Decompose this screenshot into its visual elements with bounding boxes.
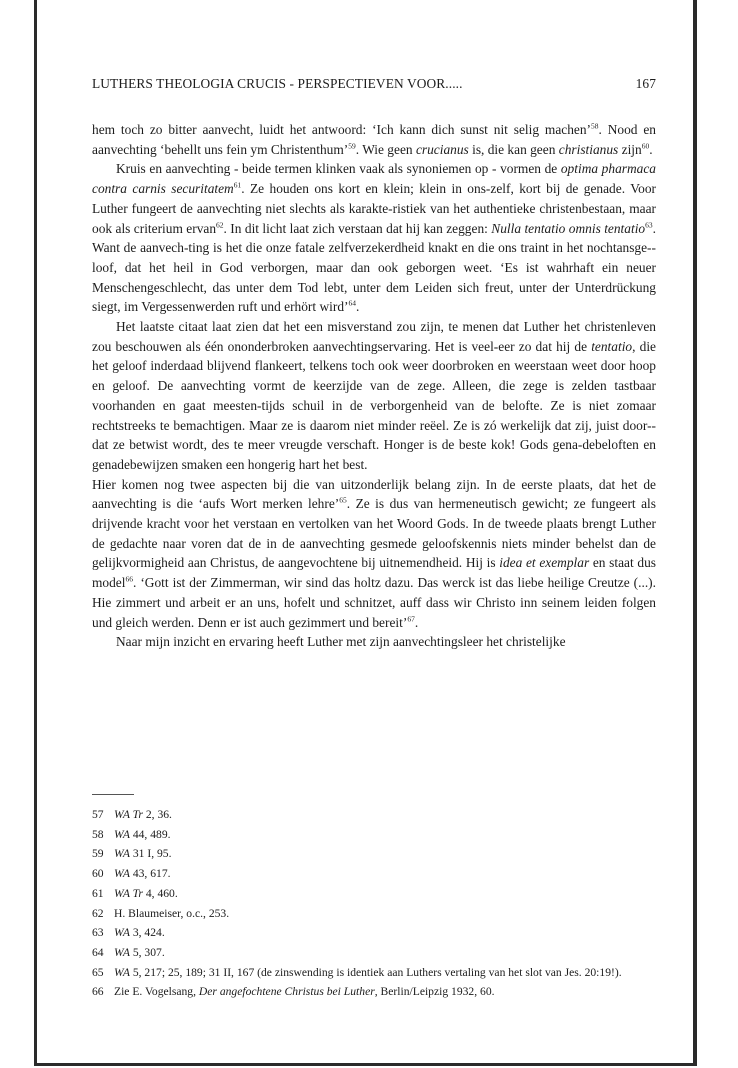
- paragraph-2: [92, 159, 656, 317]
- footnote-number: 59: [92, 847, 104, 861]
- text: Naar mijn inzicht en ervaring heeft Luther met zijn aanvechtingsleer het christelijke: [116, 634, 566, 650]
- text: . Want de aanvech-ting is het die onze fatale zelfverzekerdheid knakt en die ons traint in het nochtansge-loof, dat het heil in God verborgen, maar dan ook geborgen weet. ‘Es ist wahrhaft ein neuer Menschengeschlecht, das unter dem Tod lebt, unter dem Leiden sich freut, unter der Unterdrückung siegt, im Vergessenwerden ruft und erhört wird’: [92, 220, 656, 315]
- book-title: Der angefochtene Christus bei Luther: [198, 985, 375, 999]
- footnote-text: [114, 963, 656, 983]
- paragraph-4: [92, 475, 656, 633]
- source-abbrev: WA: [114, 926, 130, 940]
- footnote-ref-62[interactable]: 62: [216, 220, 224, 230]
- footnote: [92, 982, 656, 1002]
- latin-term: tentatio: [591, 338, 633, 354]
- footnote-text: [114, 844, 656, 864]
- citation: 44, 489.: [129, 827, 171, 841]
- footnotes: [92, 805, 656, 1002]
- paragraph-3: [92, 317, 656, 475]
- text: Kruis en aanvechting - beide termen klinken vaak als synoniemen op - vormen de: [116, 161, 561, 177]
- citation: Zie E. Vogelsang,: [114, 985, 199, 999]
- text: is, die kan geen: [468, 141, 559, 157]
- footnote-number: 61: [92, 886, 104, 900]
- footnote-text: [114, 982, 656, 1002]
- source-abbrev: WA: [114, 945, 130, 959]
- citation: 4, 460.: [142, 886, 178, 900]
- footnote-text: [114, 884, 656, 904]
- citation: 5, 307.: [129, 945, 165, 959]
- text: Het laatste citaat laat zien dat het een misverstand zou zijn, te menen dat Luther het christenleven zou beschouwen als één ononderbroken aanvechtingservaring. Het is veel-eer zo dat hij de: [92, 319, 656, 354]
- footnote: [92, 923, 656, 943]
- footnote-separator: [92, 794, 134, 795]
- footnote-ref-63[interactable]: 63: [645, 220, 653, 230]
- footnote: [92, 825, 656, 845]
- citation: H. Blaumeiser, o.c., 253.: [114, 906, 230, 920]
- running-title: LUTHERS THEOLOGIA CRUCIS - PERSPECTIEVEN VOOR.....: [92, 76, 463, 91]
- text: zijn: [618, 141, 642, 157]
- footnote-ref-67[interactable]: 67: [407, 614, 415, 624]
- footnote-number: 58: [92, 827, 104, 841]
- footnote-ref-60[interactable]: 60: [641, 141, 650, 151]
- scan-edge-bottom: [34, 1063, 696, 1066]
- scan-edge-right: [693, 0, 697, 1066]
- footnote-ref-66[interactable]: 66: [125, 574, 133, 584]
- source-abbrev: WA Tr: [114, 886, 143, 900]
- footnote-text: [114, 923, 656, 943]
- latin-term: optima pharmaca contra carnis securitatem: [92, 161, 656, 197]
- footnote: [92, 963, 656, 983]
- body-text: [92, 120, 656, 652]
- citation: 31 I, 95.: [129, 847, 172, 861]
- latin-term: Nulla tentatio omnis tentatio: [491, 220, 646, 236]
- source-abbrev: WA: [114, 847, 130, 861]
- footnote-ref-61[interactable]: 61: [233, 180, 242, 190]
- text: . Nood en aanvechting ‘behellt uns fein ym Christenthum’: [92, 122, 656, 157]
- footnote-ref-59[interactable]: 59: [348, 141, 356, 151]
- text: .: [414, 614, 419, 630]
- text: . Ze is dus van hermeneutisch gewicht; ze fungeert als drijvende kracht voor het verstaan en vertolken van het Woord Gods. In de tweede plaats brengt Luther de gedachte naar voren dat de in de aanvechting gesmede geloofskennis niets minder behelst dan de gelijkvormigheid aan Christus, de aangevochtene bij uitnemendheid. Hij is: [92, 496, 656, 571]
- text: en staat dus model: [92, 555, 656, 591]
- paragraph-1: [92, 120, 656, 159]
- text: Hier komen nog twee aspecten bij die van uitzonderlijk belang zijn. In de eerste plaats, dat het de aanvechting is die ‘aufs Wort merken lehre’: [92, 476, 656, 512]
- scan-edge-left: [34, 0, 37, 1066]
- footnote-text: [114, 805, 656, 825]
- footnote-text: [114, 864, 656, 884]
- latin-term: crucianus: [415, 141, 469, 157]
- footnote-number: 57: [92, 808, 104, 821]
- text: .: [649, 141, 653, 157]
- text: . In dit licht laat zich verstaan dat hij kan zeggen:: [223, 220, 492, 236]
- footnote-text: [114, 943, 656, 963]
- text: .: [355, 299, 360, 315]
- source-abbrev: WA: [114, 867, 130, 881]
- footnote-text: [114, 904, 656, 924]
- citation: 43, 617.: [129, 867, 171, 881]
- citation: 2, 36.: [142, 808, 172, 821]
- footnote-ref-58[interactable]: 58: [591, 121, 599, 131]
- citation: 3, 424.: [129, 926, 165, 940]
- paragraph-5: [92, 632, 656, 652]
- text: . ‘Gott ist der Zimmerman, wir sind das holtz dazu. Das werck ist das liebe heilige Creutze (...). Hie zimmert und arbeit er an uns, hofelt und schnitzet, auff dass wir Christo inn seinem leiden folgen und gleich werden. Denn er ist auch gezimmert und bereit’: [92, 575, 656, 630]
- text: . Ze houden ons kort en klein; klein in ons-zelf, kort bij de genade. Voor Luther fungeert de aanvechting niet slechts als karakte-ristiek van het authentieke christenbestaan, maar ook als criterium ervan: [92, 181, 656, 236]
- footnote-text: [114, 825, 656, 845]
- footnote-ref-64[interactable]: 64: [348, 298, 356, 308]
- text: , die het geloof inderdaad blijvend flankeert, telkens toch ook weer doorbroken en weerstaan weet door hoop en geloof. De aanvechting vormt de keerzijde van de zege. Alleen, die zege is zelden tastbaar voorhanden en gaat meesten-tijds schuil in de verborgenheid van de belofte. Ze is niet zomaar rechtstreeks te bemachtigen. Maar ze is daarom niet minder reëel. Ze is zó werkelijk dat zij, juist door-dat ze betwist wordt, des te meer vreugde verschaft. Honger is de beste kok! Gods gena-debeloften en genadebewijzen smaken een hongerig hart het best.: [92, 338, 656, 472]
- footnote-number: 64: [92, 945, 104, 959]
- footnote-number: 62: [92, 906, 104, 920]
- citation: 5, 217; 25, 189; 31 II, 167 (de zinswending is identiek aan Luthers vertaling van het slot van Jes. 20:19!).: [129, 965, 622, 979]
- text: . Wie geen: [355, 141, 416, 157]
- footnote-number: 65: [92, 965, 104, 979]
- footnote: [92, 844, 656, 864]
- page-number: 167: [635, 76, 656, 91]
- footnote-ref-65[interactable]: 65: [339, 495, 347, 505]
- latin-term: idea et exemplar: [499, 555, 590, 571]
- footnote: [92, 943, 656, 963]
- footnote: [92, 864, 656, 884]
- footnote: [92, 805, 656, 825]
- footnote-number: 66: [92, 985, 104, 999]
- citation: , Berlin/Leipzig 1932, 60.: [374, 985, 495, 999]
- footnote-number: 60: [92, 867, 104, 881]
- latin-term: christianus: [558, 141, 619, 157]
- source-abbrev: WA Tr: [114, 808, 143, 821]
- text: hem toch zo bitter aanvecht, luidt het antwoord: ‘Ich kann dich sunst nit selig machen’: [92, 122, 592, 137]
- footnote: [92, 884, 656, 904]
- source-abbrev: WA: [114, 827, 130, 841]
- footnote-number: 63: [92, 926, 104, 940]
- source-abbrev: WA: [114, 965, 130, 979]
- footnote: [92, 904, 656, 924]
